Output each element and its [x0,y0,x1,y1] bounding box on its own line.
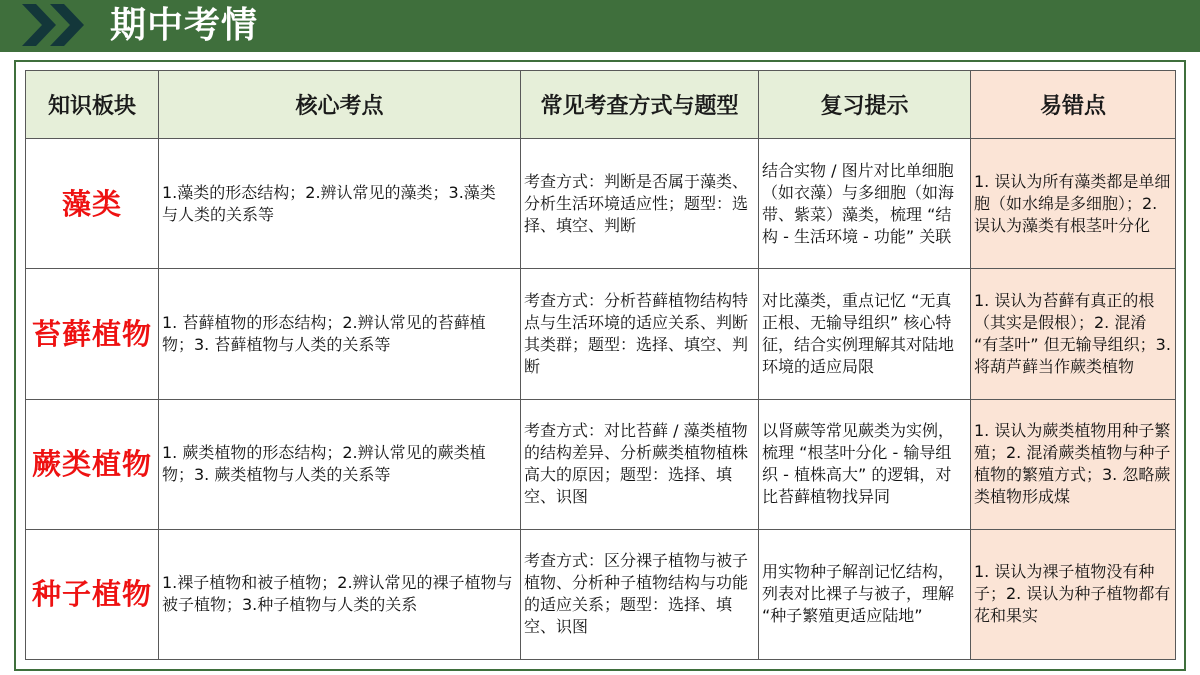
errors-cell [971,139,1176,269]
errors-text: 1. 误认为所有藻类都是单细胞（如水绵是多细胞）；2. 误认为藻类有根茎叶分化 [974,171,1171,235]
exam-text: 考查方式：分析苔藓植物结构特点与生活环境的适应关系、判断其类群；题型：选择、填空、判断 [524,290,749,376]
module-cell: 种子植物 [26,529,159,659]
double-chevron-right-icon [22,4,86,46]
exam-text: 考查方式：对比苔藓 / 藻类植物的结构差异、分析蕨类植物植株高大的原因；题型：选择、填空、识图 [524,421,749,507]
tips-text: 以肾蕨等常见蕨类为实例，梳理 “根茎叶分化 - 输导组织 - 植株高大” 的逻辑，对比苔藓植物找异同 [762,421,955,507]
table-row [26,399,1176,529]
errors-text: 1. 误认为蕨类植物用种子繁殖；2. 混淆蕨类植物与种子植物的繁殖方式；3. 忽略蕨类植物形成煤 [974,421,1171,507]
tips-cell [759,269,971,399]
column-header-exam: 常见考查方式与题型 [521,71,759,139]
column-header-errors: 易错点 [971,71,1176,139]
exam-overview-table [25,70,1176,660]
table-row [26,269,1176,399]
tips-cell [759,399,971,529]
errors-cell [971,399,1176,529]
table-row [26,529,1176,659]
core-cell [159,139,521,269]
tips-text: 用实物种子解剖记忆结构，列表对比裸子与被子，理解 “种子繁殖更适应陆地” [762,562,955,626]
errors-text: 1. 误认为裸子植物没有种子；2. 误认为种子植物都有花和果实 [974,562,1171,626]
core-text: 1.藻类的形态结构；2.辨认常见的藻类；3.藻类与人类的关系等 [162,182,496,224]
core-text: 1. 苔藓植物的形态结构；2.辨认常见的苔藓植物；3. 苔藓植物与人类的关系等 [162,312,486,354]
module-cell: 苔藓植物 [26,269,159,399]
core-cell [159,529,521,659]
module-cell: 蕨类植物 [26,399,159,529]
table-row [26,139,1176,269]
page-title: 期中考情 [110,5,259,46]
errors-cell [971,269,1176,399]
exam-cell [521,399,759,529]
module-cell: 藻类 [26,139,159,269]
exam-cell [521,139,759,269]
exam-text: 考查方式：区分裸子植物与被子植物、分析种子植物结构与功能的适应关系；题型：选择、填空、识图 [524,551,749,637]
column-header-core: 核心考点 [159,71,521,139]
tips-cell [759,139,971,269]
exam-text: 考查方式：判断是否属于藻类、分析生活环境适应性；题型：选择、填空、判断 [524,171,749,235]
exam-cell [521,529,759,659]
column-header-module: 知识板块 [26,71,159,139]
tips-text: 结合实物 / 图片对比单细胞（如衣藻）与多细胞（如海带、紫菜）藻类，梳理 “结构 - 生活环境 - 功能” 关联 [762,160,955,246]
core-text: 1.裸子植物和被子植物；2.辨认常见的裸子植物与被子植物；3.种子植物与人类的关系 [162,573,513,615]
exam-cell [521,269,759,399]
tips-text: 对比藻类，重点记忆 “无真正根、无输导组织” 核心特征，结合实例理解其对陆地环境的适应局限 [762,290,955,376]
errors-text: 1. 误认为苔藓有真正的根（其实是假根）；2. 混淆 “有茎叶” 但无输导组织；3. 将葫芦藓当作蕨类植物 [974,290,1171,376]
core-cell [159,269,521,399]
core-text: 1. 蕨类植物的形态结构；2.辨认常见的蕨类植物；3. 蕨类植物与人类的关系等 [162,443,486,485]
table-header-row [26,71,1176,139]
core-cell [159,399,521,529]
tips-cell [759,529,971,659]
title-bar [0,0,1200,52]
errors-cell [971,529,1176,659]
column-header-tips: 复习提示 [759,71,971,139]
